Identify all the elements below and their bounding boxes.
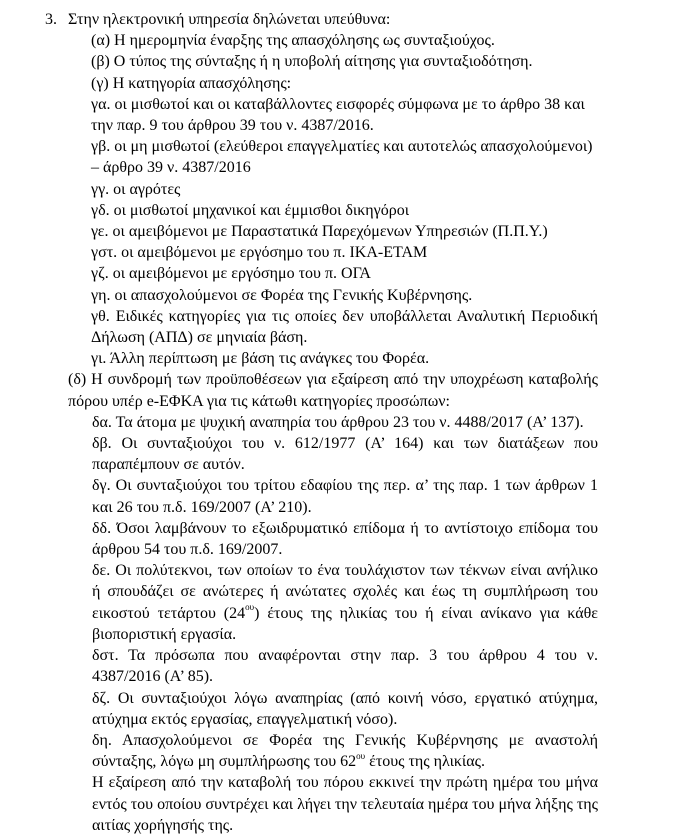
d-item-de-text: δε. Οι πολύτεκνοι, των οποίων το ένα τουλάχιστον των τέκνων είναι ανήλικο ή σπουδάζει σε ανώτερες ή ανώτατες σχολές και έως τη συμπλήρωση του εικοστού τετάρτου (24: [92, 562, 598, 622]
d-item-dh: [92, 730, 598, 772]
d-item-dst: δστ. Τα πρόσωπα που αναφέρονται στην παρ. 3 του άρθρου 4 του ν. 4387/2016 (Α’ 85).: [92, 647, 598, 686]
c-item-gi: γι. Άλλη περίπτωση με βάση τις ανάγκες του Φορέα.: [91, 350, 430, 368]
c-item-gd: γδ. οι μισθωτοί μηχανικοί και έμμισθοι δικηγόροι: [91, 201, 409, 219]
sub-item-b: (β) Ο τύπος της σύνταξης ή η υποβολή αίτησης για συνταξιοδότηση.: [91, 53, 533, 71]
d-item-dz: δζ. Οι συνταξιούχοι λόγω αναπηρίας (από κοινή νόσο, εργατικό ατύχημα, ατύχημα εκτός εργασίας, επαγγελματική νόσο).: [92, 689, 598, 728]
c-item-gh: γη. οι απασχολούμενοι σε Φορέα της Γενικής Κυβέρνησης.: [91, 286, 473, 304]
c-item-gth: γθ. Ειδικές κατηγορίες για τις οποίες δεν υποβάλλεται Αναλυτική Περιοδική Δήλωση (ΑΠΔ) σε μηνιαία βάση.: [91, 307, 598, 347]
sub-item-c: (γ) Η κατηγορία απασχόλησης:: [91, 74, 292, 92]
d-item-dh-text-end: έτους της ηλικίας.: [365, 753, 485, 771]
ordinal-suffix: ου: [356, 750, 366, 761]
closing-paragraph: Η εξαίρεση από την καταβολή του πόρου εκκινεί την πρώτη ημέρα του μήνα εντός του οποίου συντρέχει και λήγει την τελευταία ημέρα του μήνα λήξης της αιτίας χορήγησής της.: [92, 774, 598, 834]
sub-item-d: (δ) Η συνδρομή των προϋποθέσεων για εξαίρεση από την υποχρέωση καταβολής πόρου υπέρ e-ΕΦΚΑ για τις κάτωθι κατηγορίες προσώπων:: [68, 371, 598, 410]
d-item-dg: δγ. Οι συνταξιούχοι του τρίτου εδαφίου της περ. α’ της παρ. 1 των άρθρων 1 και 26 του π.δ. 169/2007 (Α’ 210).: [92, 477, 598, 516]
d-item-da: δα. Τα άτομα με ψυχική αναπηρία του άρθρου 23 του ν. 4488/2017 (Α’ 137).: [92, 413, 584, 431]
c-item-gz: γζ. οι αμειβόμενοι με εργόσημο του π. ΟΓΑ: [91, 265, 371, 283]
item-number: 3.: [45, 11, 57, 28]
c-item-gst: γστ. οι αμειβόμενοι με εργόσημο του π. ΙΚΑ-ΕΤΑΜ: [91, 244, 428, 262]
d-item-de: [92, 560, 598, 645]
item-3: [45, 9, 598, 30]
document-page: [0, 9, 678, 836]
d-item-db: δβ. Οι συνταξιούχοι του ν. 612/1977 (Α’ 164) και των διατάξεων που παραπέμπουν σε αυτόν.: [92, 435, 598, 474]
item-intro: Στην ηλεκτρονική υπηρεσία δηλώνεται υπεύθυνα:: [68, 11, 391, 28]
d-item-dh-text: δη. Απασχολούμενοι σε Φορέα της Γενικής Κυβέρνησης με αναστολή σύνταξης, λόγω μη συμπλήρωσης του 62: [92, 731, 598, 771]
c-item-gb: γβ. οι μη μισθωτοί (ελεύθεροι επαγγελματίες και αυτοτελώς απασχολούμενοι) – άρθρο 39 ν. 4387/2016: [91, 138, 593, 177]
sub-item-a: (α) Η ημερομηνία έναρξης της απασχόλησης ως συνταξιούχος.: [91, 32, 495, 50]
c-item-ge: γε. οι αμειβόμενοι με Παραστατικά Παρεχόμενων Υπηρεσιών (Π.Π.Υ.): [91, 223, 548, 241]
d-item-de-text-end: ) έτους της ηλικίας του ή είναι ανίκανο για κάθε βιοποριστική εργασία.: [92, 604, 598, 643]
d-item-dd: δδ. Όσοι λαμβάνουν το εξωιδρυματικό επίδομα ή το αντίστοιχο επίδομα του άρθρου 54 του π.δ. 169/2007.: [92, 519, 598, 559]
ordinal-suffix: ου: [245, 602, 255, 613]
c-item-gg: γγ. οι αγρότες: [91, 180, 181, 198]
c-item-ga: γα. οι μισθωτοί και οι καταβάλλοντες εισφορές σύμφωνα με το άρθρο 38 και την παρ. 9 του άρθρου 39 του ν. 4387/2016.: [91, 95, 585, 135]
